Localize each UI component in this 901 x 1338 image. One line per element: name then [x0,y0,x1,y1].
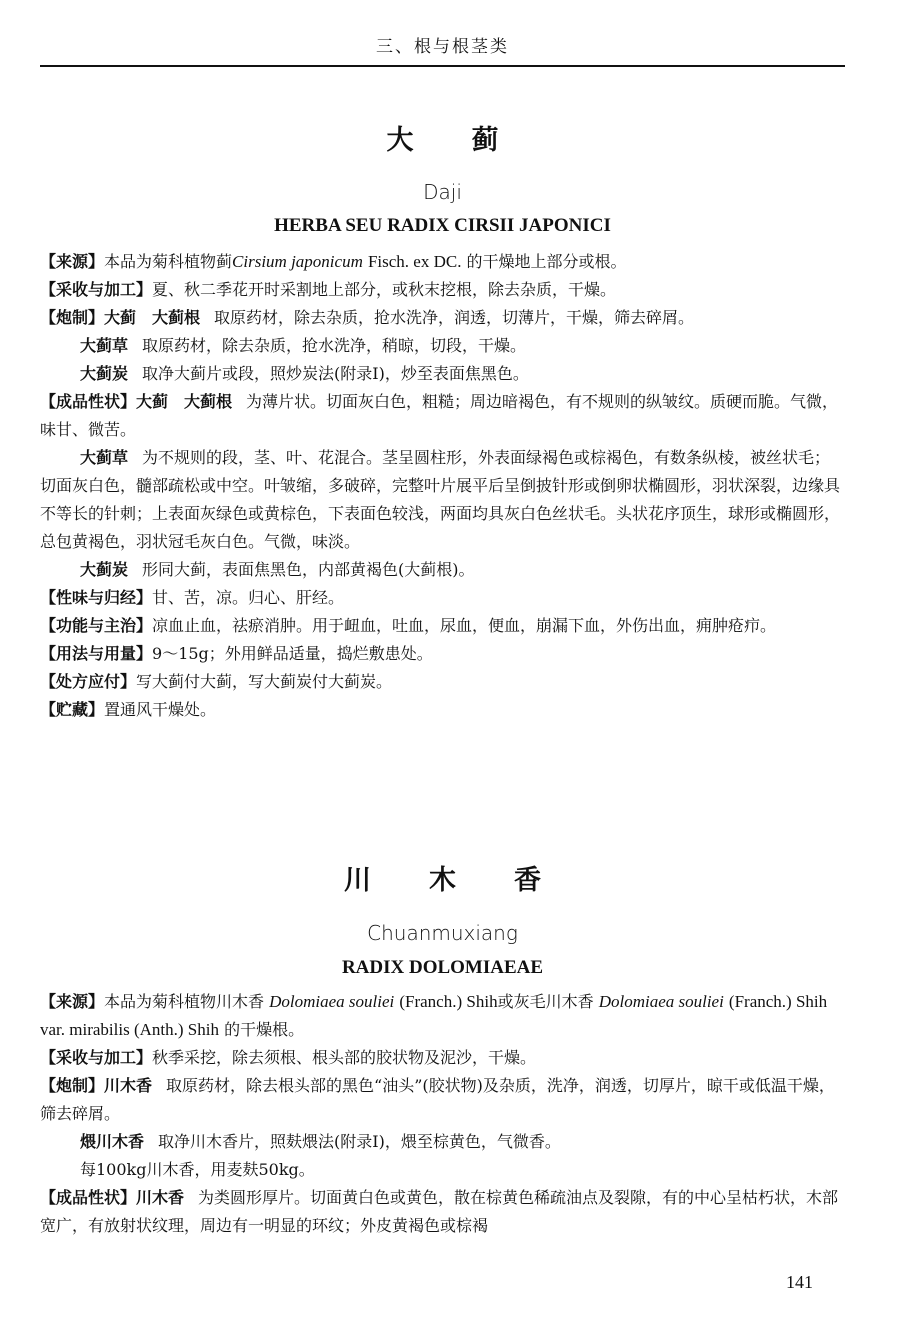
processing-paragraph [40,304,840,332]
entry-title: 大蓟 [386,125,557,156]
storage-paragraph [40,696,840,724]
item-text: 取原药材，除去杂质，抢水洗净，稍晾，切段，干燥。 [142,336,527,355]
item-head: 川木香 [136,1188,185,1207]
function-paragraph [40,612,840,640]
source-text: 本品为菊科植物蓟 [104,252,233,271]
section-label: 【来源】 [40,992,105,1011]
item-head: 大蓟炭 [80,560,129,579]
processing-paragraph [40,1072,840,1128]
item-text: 形同大蓟，表面焦黑色，内部黄褐色(大蓟根)。 [142,560,475,579]
item-head: 川木香 [104,1076,153,1095]
source-text: 或灰毛川木香 [497,992,594,1011]
section-label: 【采收与加工】 [40,1048,153,1067]
running-header: 三、根与根茎类 [376,37,509,57]
section-text: 甘、苦，凉。归心、肝经。 [152,588,345,607]
entry-body [40,248,840,724]
section-label: 【成品性状】 [40,392,137,411]
entry-title: 川木香 [344,865,599,896]
section-label: 【功能与主治】 [40,616,153,635]
item-text: 取净大蓟片或段，照炒炭法(附录Ⅰ)，炒至表面焦黑色。 [142,364,529,383]
entry-pinyin: Daji [423,180,462,204]
section-text: 为类圆形厚片。切面黄白色或黄色，散在棕黄色稀疏油点及裂隙，有的中心呈枯朽状，木部宽广，有放射状纹理，周边有一明显的环纹；外皮黄褐色或棕褐 [40,1188,839,1235]
section-text: 凉血止血，祛瘀消肿。用于衄血，吐血，尿血，便血，崩漏下血，外伤出血，痈肿疮疖。 [152,616,777,635]
properties-paragraph [40,1184,840,1240]
source-paragraph [40,248,840,276]
section-text: 秋季采挖，除去须根、根头部的胶状物及泥沙，干燥。 [152,1048,537,1067]
section-text: 写大蓟付大蓟，写大蓟炭付大蓟炭。 [136,672,393,691]
source-text: 的干燥根。 [224,1020,305,1039]
source-text: 的干燥地上部分或根。 [466,252,627,271]
page-number: 141 [786,1272,813,1292]
processing-note: 每100kg川木香，用麦麸50kg。 [80,1160,315,1179]
properties-item [40,444,840,556]
item-head: 煨川木香 [80,1132,145,1151]
prescription-paragraph [40,668,840,696]
properties-paragraph [40,388,840,444]
section-label: 【来源】 [40,252,105,271]
dosage-paragraph [40,640,840,668]
entry-latin-name: RADIX DOLOMIAEAE [341,957,544,978]
section-label: 【性味与归经】 [40,588,153,607]
section-text: 9～15g；外用鲜品适量，捣烂敷患处。 [152,644,433,663]
harvest-paragraph [40,1044,840,1072]
section-label: 【采收与加工】 [40,280,153,299]
section-label: 【用法与用量】 [40,644,153,663]
item-head: 大蓟草 [80,336,129,355]
harvest-paragraph [40,276,840,304]
species-author: (Franch.) Shih [399,992,498,1011]
section-text: 置通风干燥处。 [104,700,217,719]
section-text: 夏、秋二季花开时采割地上部分，或秋末挖根，除去杂质，干燥。 [152,280,617,299]
nature-paragraph [40,584,840,612]
entry-body [40,988,840,1240]
item-head: 大蓟草 [80,448,129,467]
item-text: 为不规则的段，茎、叶、花混合。茎呈圆柱形，外表面绿褐色或棕褐色，有数条纵棱，被丝状毛；切面灰白色，髓部疏松或中空。叶皱缩，多破碎，完整叶片展平后呈倒披针形或倒卵状椭圆形，羽状深裂，边缘具不等长的针刺；上表面灰绿色或黄棕色，下表面色较浅，两面均具灰白色丝状毛。头状花序顶生，球形或椭圆形，总包黄褐色，羽状冠毛灰白色。气微，味淡。 [40,448,841,551]
source-paragraph [40,988,840,1044]
species-author: Fisch. ex DC. [367,252,462,271]
section-label: 【贮藏】 [40,700,105,719]
species-name: Dolomiaea souliei [269,992,395,1011]
processing-item [40,332,840,360]
properties-item [40,556,840,584]
source-text: 本品为菊科植物川木香 [104,992,265,1011]
species-name: Dolomiaea souliei [598,992,724,1011]
section-label: 【成品性状】 [40,1188,137,1207]
section-label: 【处方应付】 [40,672,137,691]
processing-item [40,360,840,388]
section-text: 取原药材，除去杂质，抢水洗净，润透，切薄片，干燥，筛去碎屑。 [214,308,695,327]
section-text: 为薄片状。切面灰白色，粗糙；周边暗褐色，有不规则的纵皱纹。质硬而脆。气微，味甘、微苦。 [40,392,839,439]
item-text: 取净川木香片，照麸煨法(附录Ⅰ)，煨至棕黄色，气微香。 [158,1132,561,1151]
entry-latin-name: HERBA SEU RADIX CIRSII JAPONICI [274,215,611,236]
species-name: Cirsium japonicum [232,252,363,271]
section-label: 【炮制】 [40,1076,105,1095]
header-rule [40,65,845,67]
species-author: (Franch.) Shih var. mirabilis (Anth.) Shih [40,992,828,1039]
item-head: 大蓟炭 [80,364,129,383]
section-text: 取原药材，除去根头部的黑色“油头”(胶状物)及杂质，洗净，润透，切厚片，晾干或低温干燥，筛去碎屑。 [40,1076,835,1123]
entry-pinyin: Chuanmuxiang [367,921,518,945]
item-head: 大蓟 大蓟根 [104,308,201,327]
item-head: 大蓟 大蓟根 [136,392,233,411]
processing-item [40,1128,840,1156]
section-label: 【炮制】 [40,308,105,327]
